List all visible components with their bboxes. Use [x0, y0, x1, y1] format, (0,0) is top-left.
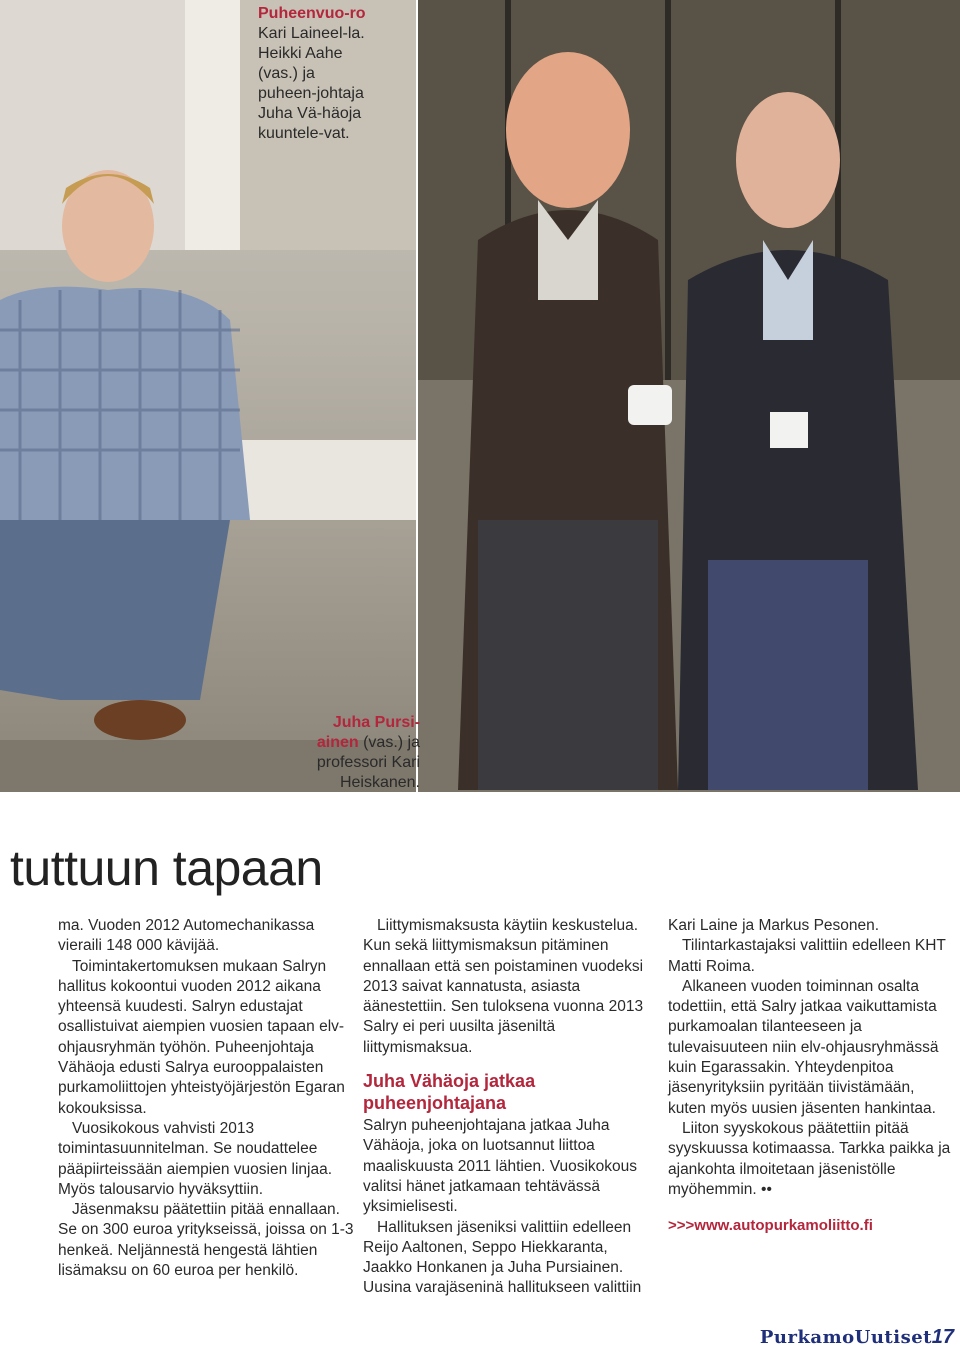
col2-paragraph-2: Salryn puheenjohtajana jatkaa Juha Vähäoja, joka on luotsannut liittoa maaliskuusta 2011 lähtien. Vuosikokous valitsi hänet jatkamaan tehtävässä yksimielisesti. [363, 1117, 637, 1216]
col1-paragraph-3: Vuosikokous vahvisti 2013 toimintasuunnitelman. Se noudattelee pääpiirteissään aiempien vuosien linjaa. Myös talousarvio hyväksyttiin. [58, 1119, 333, 1198]
col1-paragraph-4: Jäsenmaksu päätettiin pitää ennallaan. Se on 300 euroa yritykseissä, joissa on 1-3 henkeä. Neljännestä hengestä lähtien lisämaksu on 60 euroa per henkilö. [58, 1201, 354, 1280]
photo-right-illustration [418, 0, 960, 792]
article-column-3 [668, 916, 956, 1236]
photo-two-men [418, 0, 960, 792]
col1-paragraph-2: Toimintakertomuksen mukaan Salryn hallitus kokoontui vuoden 2012 aikana yhteensä kuudesti. Salryn edustajat osallistuivat aiempien vuosien tapaan elv-ohjausryhmän työhön. Puheenjohtaja Vähäoja edusti Salrya eurooppalaisten purkamoliittojen yhteistyöjärjestön Egaran kokouksissa. [58, 957, 345, 1117]
caption-top-text: Kari Laineel-la. Heikki Aahe (vas.) ja puheen-johtaja Juha Vä-häoja kuuntele-vat. [258, 25, 365, 142]
website-link[interactable]: >>>www.autopurkamoliitto.fi [668, 1217, 873, 1235]
photo-caption-top [258, 4, 376, 144]
caption-bottom-text: (vas.) ja professori Kari Heiskanen. [316, 734, 420, 791]
caption-bottom-highlight: Juha Pursi-ainen [316, 714, 420, 751]
article-headline: tuttuun tapaan [10, 840, 323, 896]
col2-paragraph-1: Liittymismaksusta käytiin keskustelua. Kun sekä liittymismaksun pitäminen ennallaan että sen poistaminen vuodeksi 2013 saivat kannatusta, asiasta äänestettiin. Sen tuloksena vuonna 2013 Salry ei peri uusilta jäseniltä liittymismaksua. [363, 917, 644, 1056]
col3-paragraph-2: Tilintarkastajaksi valittiin edelleen KHT Matti Roima. [668, 937, 946, 975]
page-number: 17 [931, 1326, 954, 1348]
article-column-2 [363, 916, 655, 1299]
col3-paragraph-1: Kari Laine ja Markus Pesonen. [668, 917, 880, 934]
col3-paragraph-3: Alkaneen vuoden toiminnan osalta todettiin, että Salry jatkaa vaikuttamista purkamoalan tilanteeseen ja tulevaisuuteen niin elv-ohjausryhmässä kuin Egarassakin. Yhteydenpitoa jäsenyrityksiin pyritään tiivistämään, kuten myös uusien jäsenten hankintaa. [668, 977, 939, 1117]
photo-caption-bottom [310, 713, 420, 793]
col2-subheading: Juha Vähäoja jatkaa puheenjohtajana [363, 1071, 536, 1114]
col3-paragraph-4: Liiton syyskokous päätettiin pitää syyskuussa kotimaassa. Tarkka paikka ja ajankohta ilmoitetaan jäsenistölle myöhemmin. •• [668, 1119, 951, 1198]
col2-paragraph-3: Hallituksen jäseniksi valittiin edelleen Reijo Aaltonen, Seppo Hiekkaranta, Jaakko Honkanen ja Juha Pursiainen. Uusina varajäseninä hallitukseen valittiin [363, 1218, 642, 1297]
caption-top-highlight: Puheenvuo-ro [258, 5, 366, 22]
article-column-1 [58, 916, 354, 1281]
col1-paragraph-1: ma. Vuoden 2012 Automechanikassa vieraili 148 000 kävijää. [58, 917, 315, 955]
publication-logo: PurkamoUutiset [759, 1327, 932, 1348]
